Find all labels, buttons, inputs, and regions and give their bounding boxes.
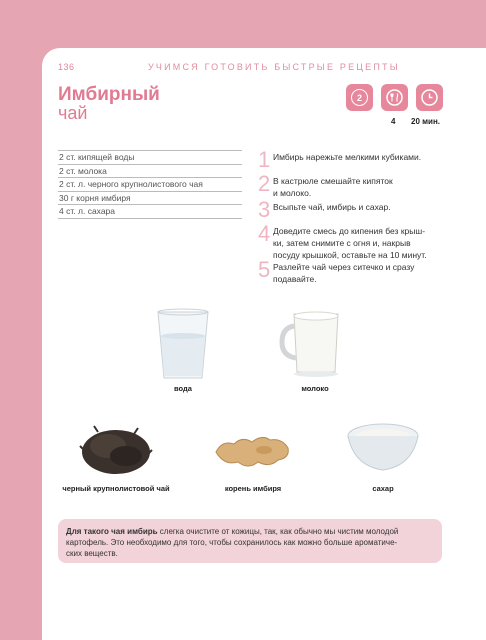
step-number: 2 [258, 171, 271, 196]
ginger-root-image [212, 432, 294, 472]
ingredient-item: 4 ст. л. сахара [58, 204, 242, 219]
fork-knife-icon [381, 84, 408, 111]
difficulty-value: 2 [351, 89, 368, 106]
cooking-time: 20 мин. [411, 117, 441, 126]
ingredient-item: 2 ст. молока [58, 164, 242, 178]
step-text: В кастрюле смешайте кипяток и молоко. [273, 176, 393, 198]
ingredients-list [58, 150, 242, 219]
step-number: 1 [258, 147, 271, 172]
running-title: УЧИМСЯ ГОТОВИТЬ БЫСТРЫЕ РЕЦЕПТЫ [148, 62, 400, 72]
ingredient-item: 2 ст. л. черного крупнолистового чая [58, 177, 242, 191]
ingredient-item: 30 г корня имбиря [58, 191, 242, 205]
caption-sugar: сахар [372, 484, 394, 493]
caption-ginger: корень имбиря [224, 484, 282, 493]
step-text: Доведите смесь до кипения без крыш- ки, затем снимите с огня и, накрыв посуду крышкой, оставьте на 10 минут. [273, 226, 427, 260]
recipe-title: Имбирный [58, 84, 160, 105]
step-number: 3 [258, 197, 271, 222]
recipe-subtitle: чай [58, 103, 88, 123]
clock-icon [416, 84, 443, 111]
water-glass-image [150, 306, 216, 382]
step-text: Имбирь нарежьте мелкими кубиками. [273, 152, 422, 162]
step-number: 5 [258, 257, 271, 282]
ingredient-item: 2 ст. кипящей воды [58, 150, 242, 164]
sugar-bowl-image [344, 418, 422, 478]
caption-water: вода [174, 384, 192, 393]
tip-text: Для такого чая имбирь слегка очистите от кожицы, так, как обычно мы чистим молодой картофель. Это необходимо для того, чтобы сохранилось как можно больше ароматиче- ских веществ. [66, 527, 399, 558]
caption-tea: черный крупнолистовой чай [62, 484, 170, 493]
milk-mug-image [272, 308, 352, 378]
tip-note [58, 519, 442, 563]
step-number: 4 [258, 221, 271, 246]
step-text: Всыпьте чай, имбирь и сахар. [273, 202, 391, 212]
servings-count: 4 [391, 117, 396, 126]
difficulty-badge-icon [346, 84, 373, 111]
page-number: 136 [58, 62, 75, 72]
caption-milk: молоко [301, 384, 329, 393]
step-text: Разлейте чай через ситечко и сразу подавайте. [273, 262, 415, 284]
black-tea-image [78, 416, 154, 480]
